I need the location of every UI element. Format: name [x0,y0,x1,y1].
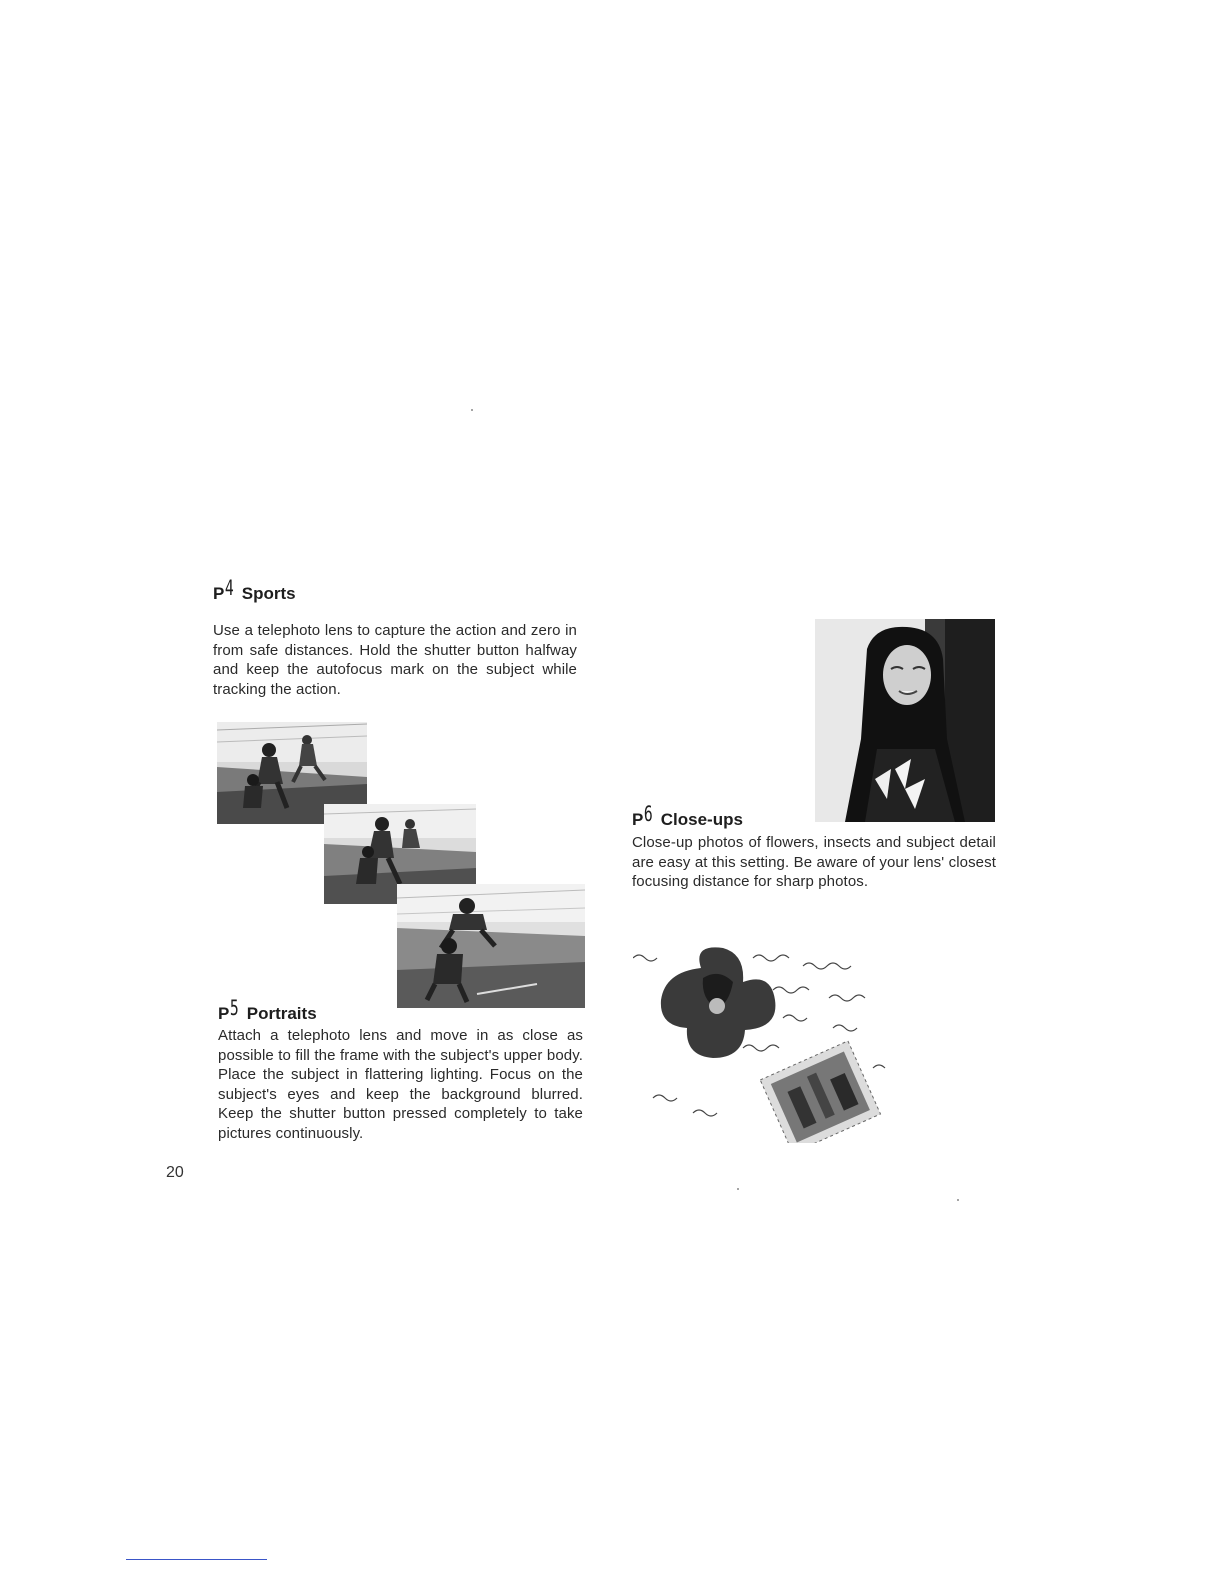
scan-speck [737,1188,739,1190]
section-title-sports: Sports [241,584,296,603]
sports-photo-icon [397,884,585,1008]
mode-prefix: P [213,584,225,603]
portrait-photo-icon [815,619,995,822]
portrait-photo [815,619,995,822]
portraits-description: Attach a telephoto lens and move in as close as possible to fill the frame with the subject's upper body. Place the subject in flattering lighting. Focus on the subject's eyes and keep the background blurred. Keep the shutter button pressed completely to take pictures continuously. [218,1027,583,1142]
sports-photo-3 [397,884,585,1008]
mode-digit: 5 [230,996,240,1020]
mode-prefix: P [218,1004,230,1023]
scan-speck [471,409,473,411]
mode-digit: 6 [644,802,654,826]
mode-digit: 4 [225,576,235,600]
sports-description: Use a telephoto lens to capture the action and zero in from safe distances. Hold the shutter button halfway and keep the autofocus mark on the subject while tracking the action. [213,622,577,698]
heading-closeups [632,802,743,830]
flower-letters-photo-icon [633,938,913,1143]
closeup-photo [633,938,913,1143]
closeups-description: Close-up photos of flowers, insects and subject detail are easy at this setting. Be aware of your lens' closest focusing distance for sharp photos. [632,834,996,891]
section-title-closeups: Close-ups [660,810,743,829]
footer-rule [126,1559,267,1560]
mode-prefix: P [632,810,644,829]
heading-portraits [218,996,317,1024]
page-number: 20 [166,1164,184,1181]
section-title-portraits: Portraits [246,1004,317,1023]
scan-speck [957,1199,959,1201]
heading-sports [213,576,296,604]
